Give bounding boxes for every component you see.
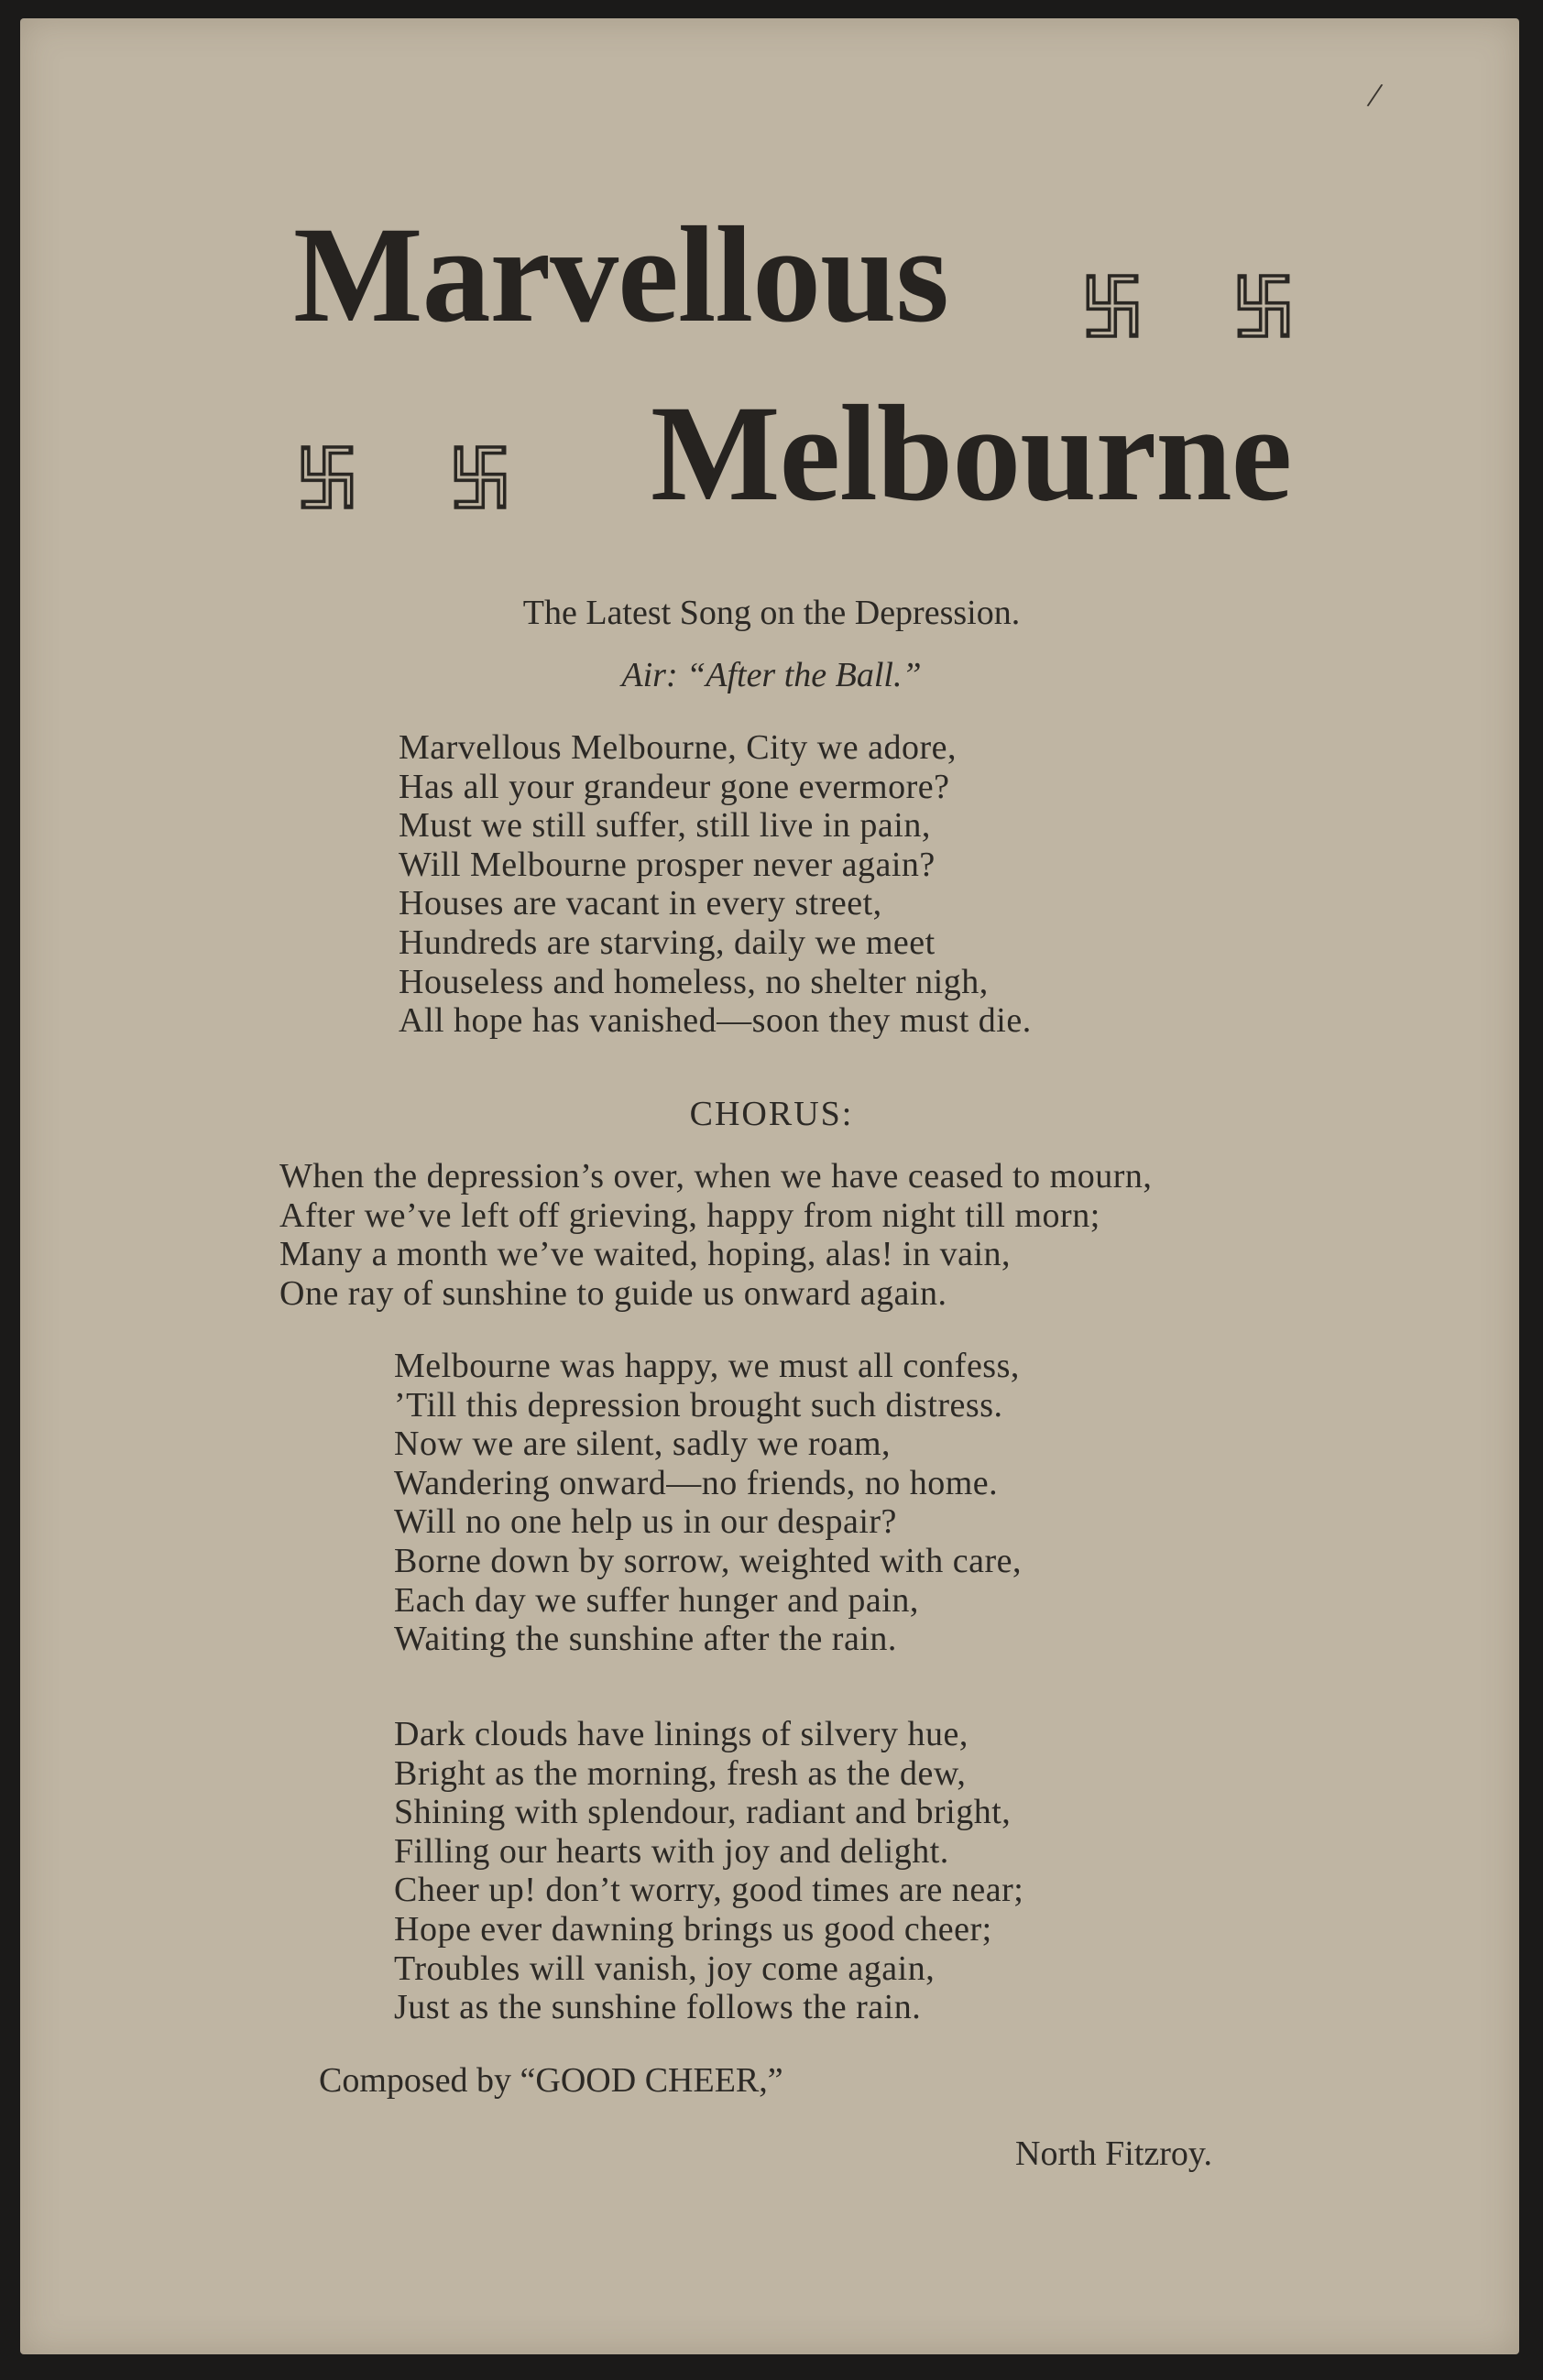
verse-line: Borne down by sorrow, weighted with care,: [394, 1541, 1022, 1580]
chorus: [279, 1157, 1152, 1313]
verse-line: Wandering onward—no friends, no home.: [394, 1463, 999, 1502]
title-line-1: Marvellous: [293, 199, 948, 351]
location: North Fitzroy.: [1015, 2134, 1212, 2173]
chorus-heading: CHORUS:: [689, 1095, 854, 1133]
verse-line: Cheer up! don’t worry, good times are near;: [394, 1871, 1024, 1910]
verse-line: Houseless and homeless, no shelter nigh,: [399, 962, 989, 1001]
chorus-line: After we’ve left off grieving, happy from night till morn;: [279, 1195, 1100, 1235]
verse-line: Houses are vacant in every street,: [399, 884, 882, 923]
chorus-line: One ray of sunshine to guide us onward again.: [279, 1273, 947, 1313]
verse-line: Will no one help us in our despair?: [394, 1502, 897, 1542]
chorus-line: Many a month we’ve waited, hoping, alas! in vain,: [279, 1235, 1012, 1274]
verse-line: Now we are silent, sadly we roam,: [394, 1425, 892, 1464]
pencil-tick-mark: /: [1364, 73, 1385, 116]
hooked-cross-symbol-icon: [1077, 270, 1148, 342]
chorus-line: When the depression’s over, when we have ceased to mourn,: [279, 1157, 1153, 1195]
verse-line: Will Melbourne prosper never again?: [399, 845, 936, 884]
composer-credit: Composed by “GOOD CHEER,”: [319, 2061, 783, 2100]
verse-line: ’Till this depression brought such distress.: [394, 1385, 1003, 1425]
verse-line: Dark clouds have linings of silvery hue,: [394, 1715, 968, 1753]
verse-line: Hundreds are starving, daily we meet: [399, 923, 936, 962]
verse-line: Bright as the morning, fresh as the dew,: [394, 1753, 967, 1793]
verse-line: Has all your grandeur gone evermore?: [399, 767, 950, 806]
verse-line: Filling our hearts with joy and delight.: [394, 1831, 949, 1871]
air-prefix: Air: [621, 656, 666, 694]
hooked-cross-symbol-icon: [291, 442, 363, 513]
hooked-cross-symbol-icon: [1228, 270, 1299, 342]
title-line-2: Melbourne: [651, 377, 1292, 529]
verse-3: [394, 1715, 1023, 2027]
verse-line: Must we still suffer, still live in pain,: [399, 806, 931, 846]
air-line: [0, 656, 1543, 694]
verse-line: Each day we suffer hunger and pain,: [394, 1580, 919, 1620]
verse-line: Waiting the sunshine after the rain.: [394, 1620, 897, 1659]
verse-line: Just as the sunshine follows the rain.: [394, 1988, 922, 2027]
subtitle: The Latest Song on the Depression.: [522, 594, 1021, 632]
verse-line: Marvellous Melbourne, City we adore,: [399, 728, 957, 767]
verse-line: Melbourne was happy, we must all confess,: [394, 1347, 1020, 1385]
verse-2: [394, 1347, 1022, 1659]
hooked-cross-symbol-icon: [444, 442, 516, 513]
verse-line: Troubles will vanish, joy come again,: [394, 1949, 936, 1988]
air-text: : “After the Ball.”: [665, 656, 922, 694]
verse-line: All hope has vanished—soon they must die.: [399, 1001, 1032, 1041]
verse-line: Shining with splendour, radiant and bright,: [394, 1793, 1012, 1832]
verse-1: [399, 728, 1032, 1041]
verse-line: Hope ever dawning brings us good cheer;: [394, 1909, 992, 1949]
